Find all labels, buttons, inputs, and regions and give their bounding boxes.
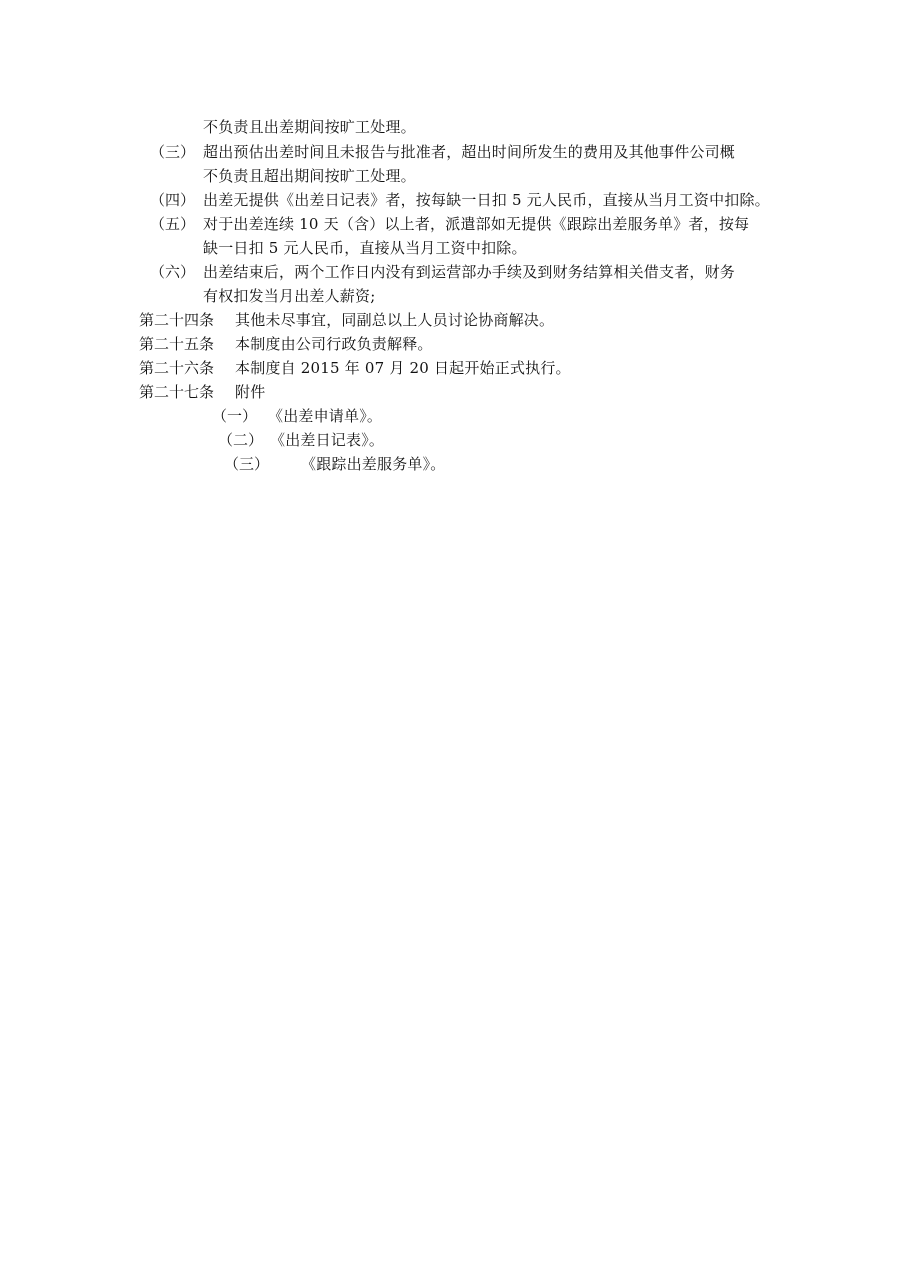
- attachment-text: 《出差申请单》。: [268, 407, 383, 425]
- article-label: 第二十四条: [139, 311, 215, 329]
- item-number: （四）: [150, 191, 196, 209]
- attachment-text: 《出差日记表》。: [270, 431, 385, 449]
- item-number: （六）: [150, 263, 196, 281]
- article-label: 第二十五条: [139, 335, 215, 353]
- continuation-line: 不负责且出差期间按旷工处理。: [203, 118, 416, 136]
- attachment-number: （二）: [218, 431, 264, 449]
- item-text: 出差结束后，两个工作日内没有到运营部办手续及到财务结算相关借支者，财务: [203, 263, 736, 281]
- article-label: 第二十七条: [139, 383, 215, 401]
- item-text: 对于出差连续 10 天（含）以上者，派遣部如无提供《跟踪出差服务单》者，按每: [203, 215, 750, 233]
- article-text: 本制度由公司行政负责解释。: [235, 335, 433, 353]
- article-label: 第二十六条: [139, 359, 215, 377]
- item-text: 超出预估出差时间且未报告与批准者，超出时间所发生的费用及其他事件公司概: [203, 143, 736, 161]
- item-text: 缺一日扣 5 元人民币，直接从当月工资中扣除。: [203, 239, 527, 257]
- article-text: 附件: [235, 383, 266, 401]
- article-text: 本制度自 2015 年 07 月 20 日起开始正式执行。: [235, 359, 571, 377]
- article-text: 其他未尽事宜，同副总以上人员讨论协商解决。: [235, 311, 555, 329]
- item-text: 不负责且超出期间按旷工处理。: [203, 167, 416, 185]
- attachment-number: （三）: [224, 455, 270, 473]
- item-text: 出差无提供《出差日记表》者，按每缺一日扣 5 元人民币，直接从当月工资中扣除。: [203, 191, 770, 209]
- item-number: （五）: [150, 215, 196, 233]
- item-text: 有权扣发当月出差人薪资;: [203, 287, 376, 305]
- item-number: （三）: [150, 143, 196, 161]
- attachment-text: 《跟踪出差服务单》。: [301, 455, 446, 473]
- attachment-number: （一）: [212, 407, 258, 425]
